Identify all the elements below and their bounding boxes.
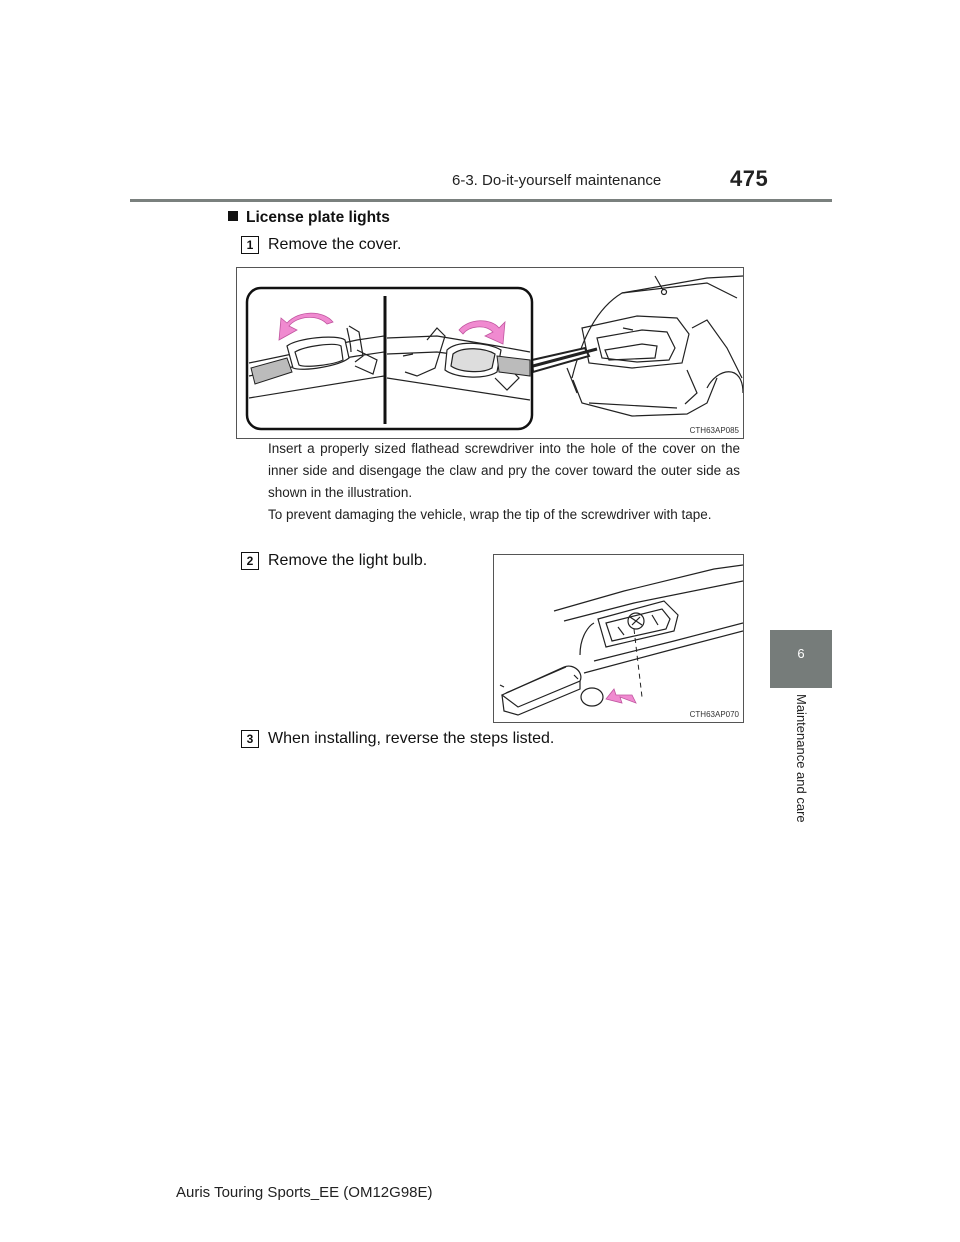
square-bullet-icon (228, 211, 238, 221)
figure-code: CTH63AP085 (689, 426, 739, 435)
step-number-1: 1 (241, 236, 259, 254)
footer-manual-title: Auris Touring Sports_EE (OM12G98E) (176, 1184, 433, 1201)
figure-remove-cover (236, 267, 744, 439)
figure-remove-bulb (493, 554, 744, 723)
chapter-section-title: 6-3. Do-it-yourself maintenance (452, 172, 662, 189)
step-number-3: 3 (241, 730, 259, 748)
cover-removal-illustration (237, 268, 743, 438)
bulb-removal-illustration (494, 555, 743, 722)
section-heading (228, 209, 390, 227)
chapter-tab-label-text: Maintenance and care (794, 694, 809, 823)
figure-code: CTH63AP070 (689, 710, 739, 719)
header-rule (130, 199, 832, 202)
note-paragraph-1: Insert a properly sized flathead screwdriver into the hole of the cover on the inner side and disengage the claw and pry the cover toward the outer side as shown in the illustration. (268, 441, 740, 500)
page-number: 475 (730, 166, 769, 191)
step-text-3: When installing, reverse the steps listed. (268, 730, 555, 747)
note-paragraph-2: To prevent damaging the vehicle, wrap the tip of the screwdriver with tape. (268, 507, 712, 522)
chapter-tab-label (793, 694, 813, 844)
chapter-tab: 6 (770, 630, 832, 688)
step-number-2: 2 (241, 552, 259, 570)
section-heading-text: License plate lights (246, 209, 390, 226)
step-text-2: Remove the light bulb. (268, 552, 428, 569)
step-text-1: Remove the cover. (268, 236, 402, 253)
